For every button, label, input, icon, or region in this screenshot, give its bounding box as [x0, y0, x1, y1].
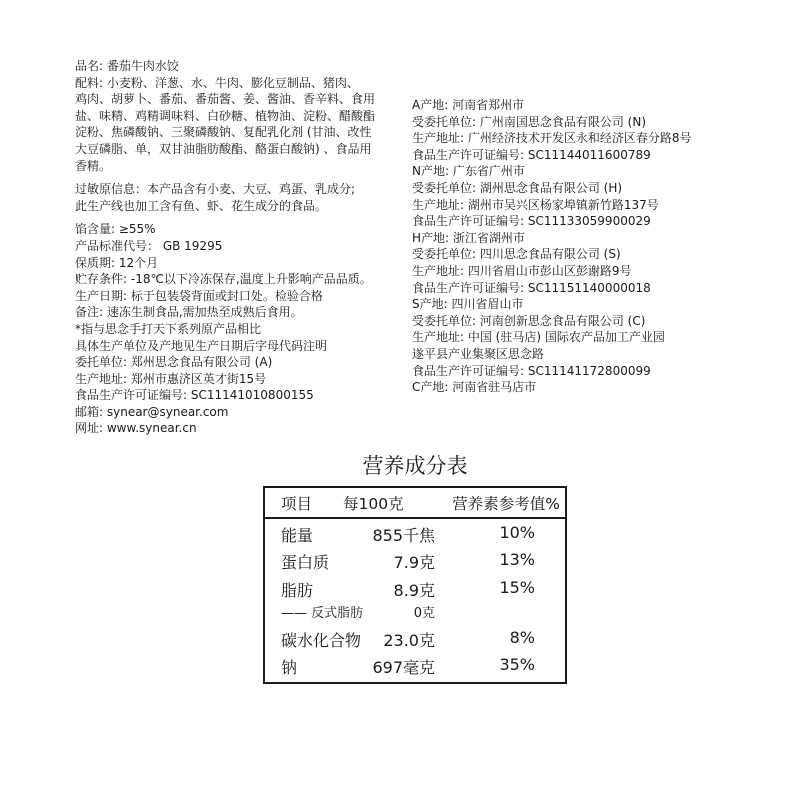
- nutrient-amount: 7.9克: [393, 553, 435, 572]
- product-name: 品名: 番茄牛肉水饺: [75, 59, 179, 73]
- nutrient-name: 蛋白质: [281, 553, 330, 572]
- nutrient-amount: 8.9克: [393, 581, 435, 600]
- nutrient-amount: 697毫克: [372, 658, 435, 677]
- address-h: 生产地址: 湖州市吴兴区杨家埠镇新竹路137号: [412, 197, 659, 212]
- nutrient-name: 钠: [281, 658, 298, 677]
- table-row-sub: [265, 602, 565, 628]
- header-per100g: 每100克: [343, 495, 404, 513]
- website: 网址: www.synear.cn: [75, 421, 197, 436]
- nutrient-nrv: 13%: [499, 550, 535, 569]
- email: 邮箱: synear@synear.com: [75, 404, 229, 419]
- details-block: [75, 221, 397, 437]
- address-s: 生产地址: 四川省眉山市彭山区彭谢路9号: [412, 263, 632, 278]
- spacer: [75, 214, 397, 221]
- table-row: [265, 628, 565, 654]
- remark: 备注: 速冻生制食品,需加热至成熟后食用。: [75, 305, 303, 320]
- nutrition-table-title: 营养成分表: [362, 454, 468, 478]
- license-c: 食品生产许可证编号: SC11141172800099: [412, 363, 651, 378]
- entrusting-unit: 委托单位: 郑州思念食品有限公司 (A): [75, 355, 273, 370]
- allergen-block: [75, 181, 397, 214]
- table-row: [265, 523, 565, 549]
- address-c: 生产地址: 中国 (驻马店) 国际农产品加工产业园: [412, 330, 665, 345]
- standard-code: 产品标准代号： GB 19295: [75, 238, 223, 253]
- product-info-column: [75, 58, 397, 437]
- header-item: 项目: [281, 495, 313, 513]
- table-row: [265, 655, 565, 681]
- spacer: [75, 174, 397, 181]
- address-n: 生产地址: 广州经济技术开发区永和经济区春分路8号: [412, 131, 692, 146]
- storage-conditions: 贮存条件: -18℃以下冷冻保存,温度上升影响产品品质。: [75, 272, 372, 287]
- nutrition-table-header: [265, 488, 565, 519]
- entrusted-unit-h: 受委托单位: 湖州思念食品有限公司 (H): [412, 180, 623, 195]
- footnote: *指与思念手打天下系列原产品相比: [75, 321, 262, 336]
- license-number: 食品生产许可证编号: SC11141010800155: [75, 388, 314, 403]
- nutrient-name: —— 反式脂肪: [281, 606, 364, 621]
- table-row: [265, 550, 565, 576]
- entrusted-unit-n: 受委托单位: 广州南国思念食品有限公司 (N): [412, 114, 647, 129]
- ingredients-line: 盐、味精、鸡精调味料、白砂糖、植物油、淀粉、醋酸酯: [75, 108, 376, 123]
- entrusted-unit-s: 受委托单位: 四川思念食品有限公司 (S): [412, 247, 621, 262]
- origin-n: N产地: 广东省广州市: [412, 164, 525, 179]
- manufacturer-column: [412, 97, 772, 396]
- nutrient-name: 能量: [281, 526, 314, 545]
- entrusted-unit-c: 受委托单位: 河南创新思念食品有限公司 (C): [412, 313, 646, 328]
- nutrient-nrv: 15%: [499, 578, 535, 597]
- header-nrv: 营养素参考值%: [452, 495, 560, 513]
- nutrient-amount: 23.0克: [383, 631, 435, 650]
- origin-c: C产地: 河南省驻马店市: [412, 380, 537, 395]
- nutrient-name: 脂肪: [281, 581, 314, 600]
- license-n: 食品生产许可证编号: SC11144011600789: [412, 147, 651, 162]
- nutrient-nrv: 8%: [509, 628, 535, 647]
- ingredients-line: 淀粉、焦磷酸钠、三聚磷酸钠、复配乳化剂 (甘油、改性: [75, 125, 372, 140]
- production-date: 生产日期: 标于包装袋背面或封口处。检验合格: [75, 288, 323, 303]
- license-s: 食品生产许可证编号: SC11151140000018: [412, 280, 651, 295]
- origin-h: H产地: 浙江省湖州市: [412, 230, 525, 245]
- ingredients-line: 鸡肉、胡萝卜、番茄、番茄酱、姜、酱油、香辛料、食用: [75, 92, 376, 107]
- producer-note: 具体生产单位及产地见生产日期后字母代码注明: [75, 338, 328, 353]
- address-c-cont: 遂平县产业集聚区思念路: [412, 346, 545, 361]
- nutrient-name: 碳水化合物: [281, 631, 362, 650]
- filling-content: 馅含量: ≥55%: [75, 222, 156, 237]
- license-h: 食品生产许可证编号: SC11133059900029: [412, 214, 651, 229]
- shelf-life: 保质期: 12个月: [75, 255, 159, 270]
- ingredients-line: 配料: 小麦粉、洋葱、水、牛肉、膨化豆制品、猪肉、: [75, 75, 359, 90]
- ingredients-line: 香精。: [75, 158, 112, 173]
- nutrient-amount: 0克: [413, 606, 435, 621]
- table-row: [265, 578, 565, 604]
- nutrient-nrv: 10%: [499, 523, 535, 542]
- production-address: 生产地址: 郑州市惠济区英才街15号: [75, 371, 267, 386]
- nutrient-amount: 855千焦: [372, 526, 435, 545]
- ingredients-block: [75, 75, 397, 175]
- origin-a: A产地: 河南省郑州市: [412, 98, 525, 112]
- nutrition-table: [263, 486, 567, 684]
- nutrient-nrv: 35%: [499, 655, 535, 674]
- origin-s: S产地: 四川省眉山市: [412, 297, 524, 312]
- allergen-line: 此生产线也加工含有鱼、虾、花生成分的食品。: [75, 198, 328, 213]
- allergen-line: 过敏原信息：本产品含有小麦、大豆、鸡蛋、乳成分;: [75, 182, 356, 197]
- ingredients-line: 大豆磷脂、单，双甘油脂肪酸酯、酪蛋白酸钠) 、食品用: [75, 141, 372, 156]
